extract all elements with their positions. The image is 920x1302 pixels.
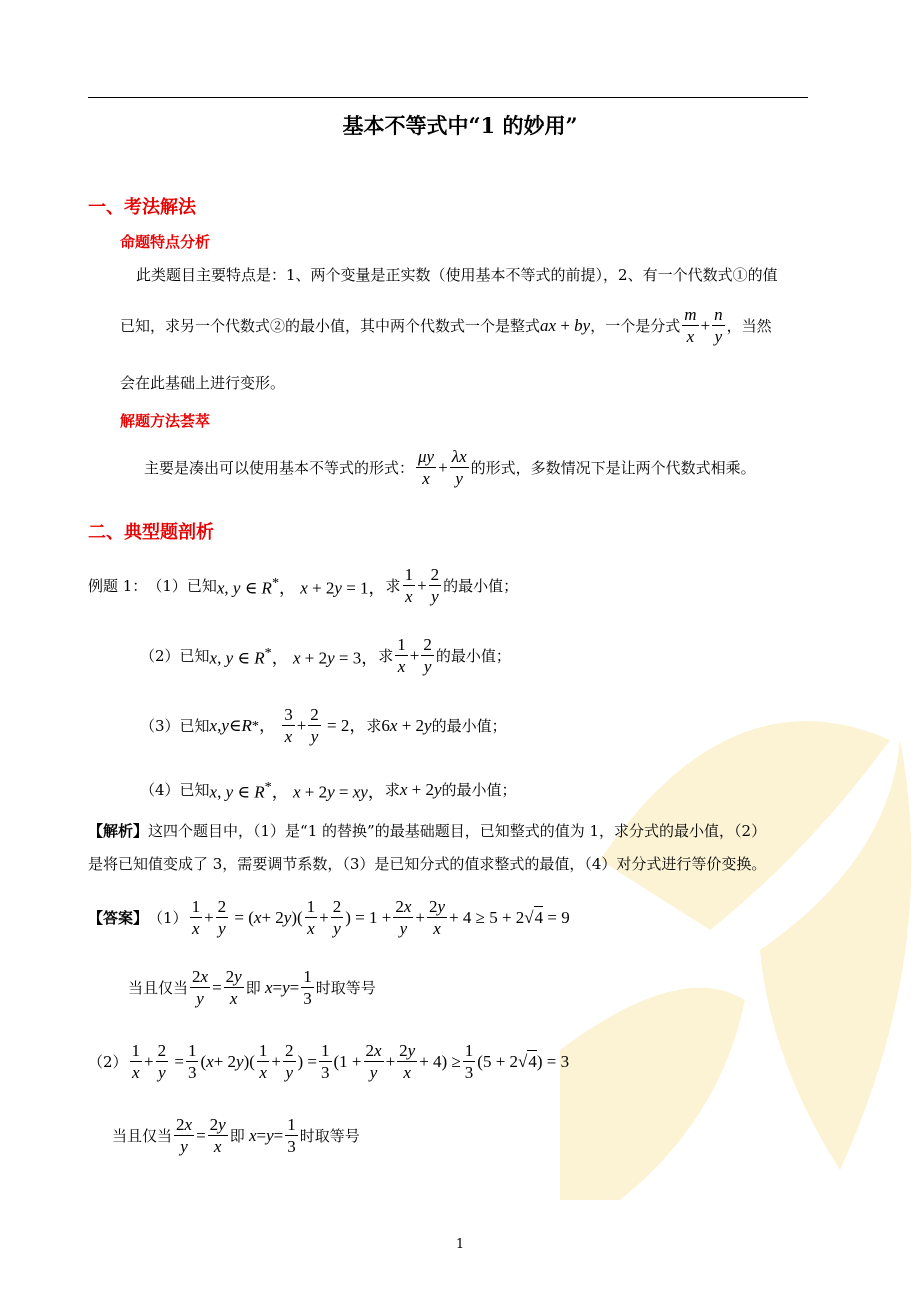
example-1-part-1 <box>88 566 518 605</box>
ji-1: 即 <box>245 978 261 997</box>
ex3-ask: 求 <box>366 716 382 735</box>
ex4-condition: x, y ∈ R*， x + 2y = xy， <box>209 779 385 802</box>
ex3-target: 6x + 2y <box>381 715 432 735</box>
when-only-1: 当且仅当 <box>128 978 189 997</box>
answer-2-equality <box>112 1116 360 1155</box>
ex2-condition: x, y ∈ R*， x + 2y = 3， <box>209 644 379 668</box>
when-only-2: 当且仅当 <box>112 1126 173 1145</box>
ex2-target: $\frac{1}{x}$ + $\frac{2}{y}$ <box>397 635 432 676</box>
p1-text-c: ，当然 <box>726 316 772 335</box>
header-rule <box>88 97 808 98</box>
ex1-target: $\frac{1}{x}$ + $\frac{2}{y}$ <box>404 565 440 606</box>
page-title: 基本不等式中“1 的妙用” <box>342 113 578 138</box>
answer-1 <box>88 898 570 937</box>
ans1-label: （1） <box>148 908 188 927</box>
ex4-ask: 求 <box>384 780 400 799</box>
p1-text-a: 已知，求另一个代数式②的最小值，其中两个代数式一个是整式 <box>120 316 541 335</box>
answer-1-equality <box>128 968 376 1007</box>
example-label: 例题 1： <box>88 576 148 595</box>
ex1-suffix: 的最小值； <box>443 576 519 595</box>
paragraph-1-line-3: 会在此基础上进行变形。 <box>120 374 286 392</box>
analysis-line-1 <box>88 820 766 842</box>
answer-tag: 【答案】 <box>88 908 149 927</box>
expr-mu-lambda: $\frac{\mu y}{x}$ + $\frac{\lambda x}{y}$ <box>418 447 467 488</box>
ex1-ask: 求 <box>385 576 401 595</box>
ex1-prefix: （1）已知 <box>147 576 217 595</box>
answer-2 <box>88 1042 569 1081</box>
analysis-tag: 【解析】 <box>88 822 149 840</box>
paragraph-1-line-1: 此类题目主要特点是：1、两个变量是正实数（使用基本不等式的前提），2、有一个代数式①的值 <box>136 266 778 284</box>
equality-1: 时取等号 <box>315 978 376 997</box>
section-1-heading: 一、考法解法 <box>88 197 196 218</box>
ex4-target: x + 2y <box>399 779 442 799</box>
ex3-suffix: 的最小值； <box>431 716 507 735</box>
page-number: 1 <box>455 1237 465 1252</box>
equality-2: 时取等号 <box>299 1126 360 1145</box>
analysis-line-2: 是将已知值变成了 3，需要调节系数，（3）是已知分式的值求整式的最值，（4）对分式进行等价变换。 <box>88 855 767 873</box>
ex3-prefix: （3）已知 <box>140 716 210 735</box>
eq1-condition: $\frac{2x}{y}$ = $\frac{2y}{x}$ <box>192 967 242 1008</box>
ex2-ask: 求 <box>378 646 394 665</box>
ex1-condition: x, y ∈ R*， x + 2y = 1， <box>216 574 386 598</box>
analysis-text-1: 这四个题目中，（1）是“1 的替换”的最基础题目，已知整式的值为 1，求分式的最小值，（2） <box>148 822 767 840</box>
watermark-logo <box>560 700 920 1200</box>
section-2-heading: 二、典型题剖析 <box>88 522 214 543</box>
example-1-part-4 <box>140 776 517 804</box>
paragraph-1-line-2 <box>120 306 772 345</box>
p1-text-b: ，一个是分式 <box>590 316 681 335</box>
example-1-part-2 <box>140 636 511 675</box>
p2-text-b: 的形式，多数情况下是让两个代数式相乘。 <box>470 458 756 477</box>
example-1-part-3 <box>140 706 507 745</box>
ans1-formula: $\frac{1}{x}$ + $\frac{2}{y}$ = ( x + 2 y )( $\frac{1}{x}$ + $\frac{2}{y}$ ) = 1 + $\frac{2x}{y}$ + $\frac{2y}{x}$ + 4 ≥ 5 + 2√ 4 = 9 <box>191 897 570 938</box>
ji-2: 即 <box>229 1126 245 1145</box>
ex2-prefix: （2）已知 <box>140 646 210 665</box>
ex3-condition: x , y ∈ R * ， $\frac{3}{x}$ + $\frac{2}{y}$ = 2， <box>209 705 367 746</box>
expr-ax-by: ax + by <box>540 315 591 335</box>
eq1-value: x = y = $\frac{1}{3}$ <box>264 967 312 1008</box>
ex4-prefix: （4）已知 <box>140 780 210 799</box>
subheading-methods: 解题方法荟萃 <box>120 412 211 430</box>
expr-m-x-n-y: $\frac{m}{x}$ + $\frac{n}{y}$ <box>684 305 723 346</box>
eq2-condition: $\frac{2x}{y}$ = $\frac{2y}{x}$ <box>176 1115 226 1156</box>
ans2-formula: $\frac{1}{x}$ + $\frac{2}{y}$ = $\frac{1}{3}$ ( x + 2 y )( $\frac{1}{x}$ + $\frac{2}{y}$ ) = $\frac{1}{3}$ (1 + $\frac{2x}{y}$ + $\frac{2y}{x}$ + 4) ≥ $\frac{1}{3}$ (5 + 2√ 4 ) = 3 <box>131 1041 570 1082</box>
eq2-value: x = y = $\frac{1}{3}$ <box>248 1115 296 1156</box>
subheading-features: 命题特点分析 <box>120 233 211 251</box>
p2-text-a: 主要是凑出可以使用基本不等式的形式： <box>144 458 415 477</box>
ex2-suffix: 的最小值； <box>435 646 511 665</box>
ex4-suffix: 的最小值； <box>441 780 517 799</box>
ans2-label: （2） <box>88 1052 128 1071</box>
paragraph-2 <box>144 448 756 487</box>
